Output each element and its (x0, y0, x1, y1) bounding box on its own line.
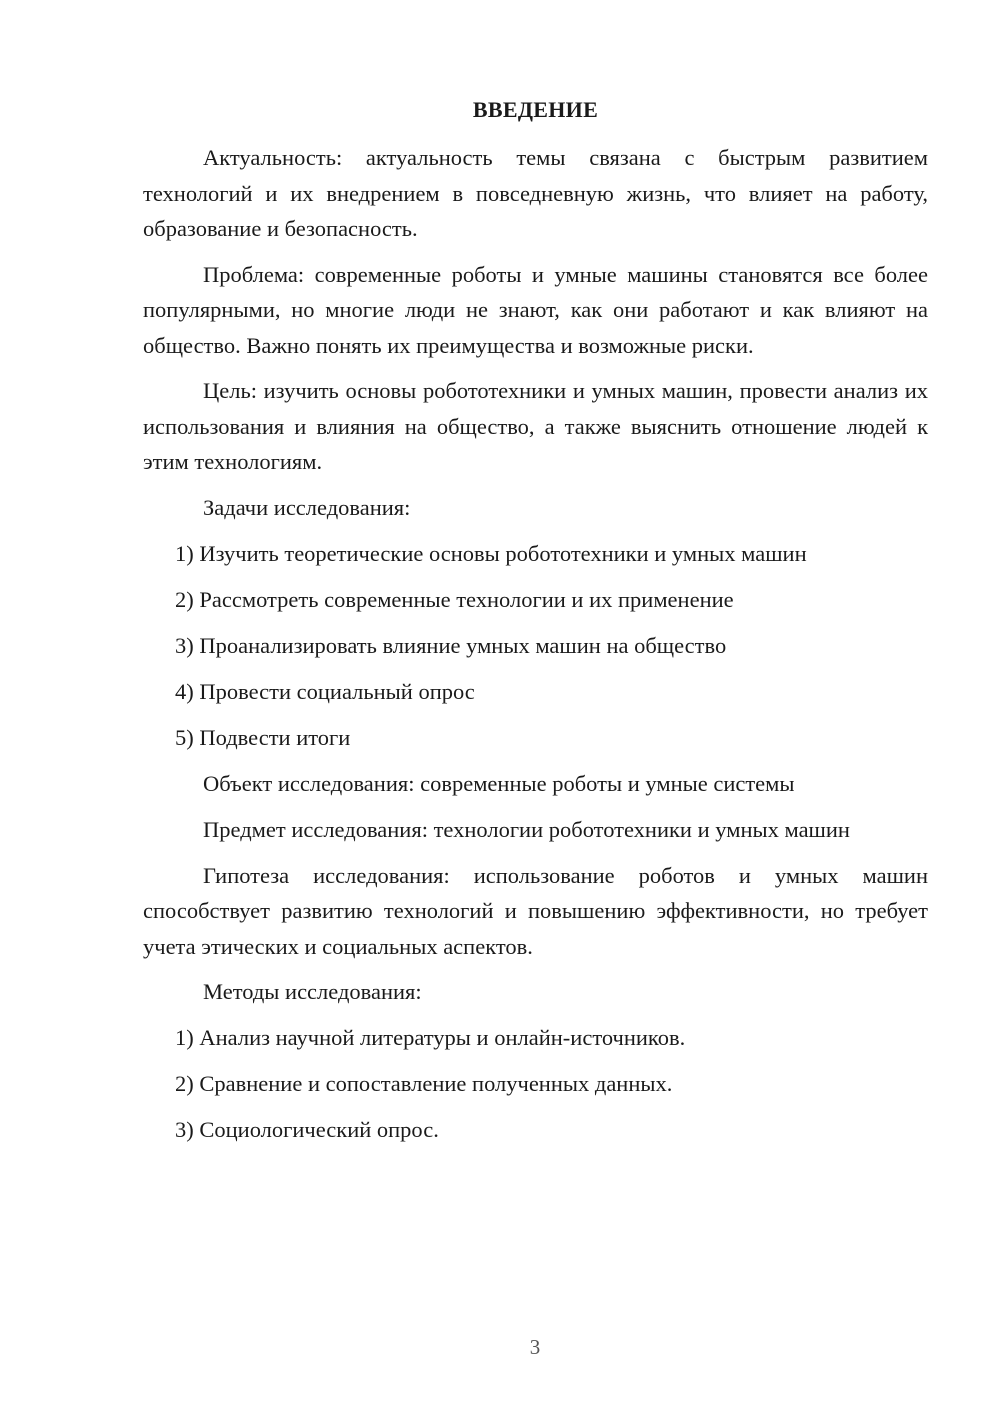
tasks-list (143, 536, 928, 756)
goal-paragraph: Цель: изучить основы робототехники и умных машин, провести анализ их использования и влияния на общество, а также выяснить отношение людей к этим технологиям. (143, 378, 928, 474)
tasks-heading: Задачи исследования: (203, 494, 411, 520)
page-title: ВВЕДЕНИЕ (472, 97, 599, 122)
page-number: 3 (529, 1335, 541, 1359)
task-item: 5) Подвести итоги (175, 724, 351, 750)
task-item: 1) Изучить теоретические основы робототехники и умных машин (175, 540, 807, 566)
relevance-paragraph: Актуальность: актуальность темы связана с быстрым развитием технологий и их внедрением в повседневную жизнь, что влияет на работу, образование и безопасность. (143, 145, 928, 241)
task-item: 3) Проанализировать влияние умных машин на общество (175, 632, 727, 658)
methods-list (143, 1020, 928, 1148)
method-item: 1) Анализ научной литературы и онлайн-источников. (175, 1025, 686, 1050)
subject-paragraph: Предмет исследования: технологии робототехники и умных машин (203, 816, 850, 842)
task-item: 4) Провести социальный опрос (175, 678, 475, 704)
page-content (143, 94, 928, 1158)
hypothesis-paragraph: Гипотеза исследования: использование роботов и умных машин способствует развитию технологий и повышению эффективности, но требует учета этических и социальных аспектов. (143, 862, 928, 959)
object-paragraph: Объект исследования: современные роботы и умные системы (203, 770, 795, 796)
methods-heading: Методы исследования: (203, 979, 422, 1004)
problem-paragraph: Проблема: современные роботы и умные машины становятся все более популярными, но многие люди не знают, как они работают и как влияют на общество. Важно понять их преимущества и возможные риски. (143, 261, 928, 358)
method-item: 3) Социологический опрос. (175, 1117, 439, 1142)
method-item: 2) Сравнение и сопоставление полученных данных. (175, 1071, 673, 1096)
task-item: 2) Рассмотреть современные технологии и их применение (175, 586, 734, 612)
